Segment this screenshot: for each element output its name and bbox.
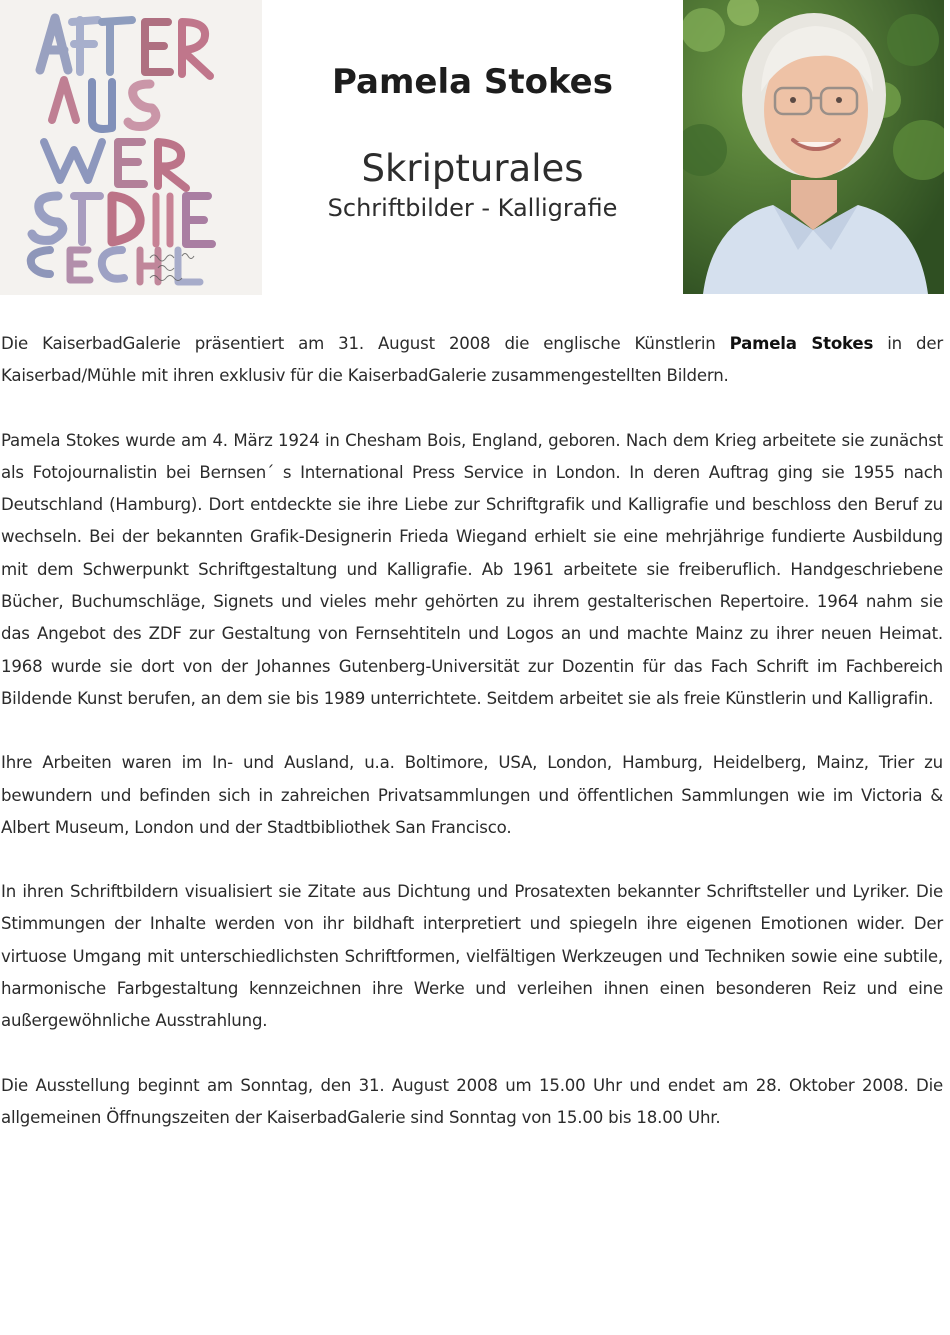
- calligraphy-artwork-image: [0, 0, 262, 295]
- artist-name-heading: Pamela Stokes: [332, 62, 613, 102]
- title-block: [275, 52, 670, 224]
- article-body: [1, 328, 943, 1134]
- artist-portrait-photo: [683, 0, 944, 294]
- paragraph-opening-hours: Die Ausstellung beginnt am Sonntag, den 31. August 2008 um 15.00 Uhr und endet am 28. Oktober 2008. Die allgemeinen Öffnungszeiten der KaiserbadGalerie sind Sonntag von 15.00 bis 18.00 Uhr.: [1, 1075, 943, 1127]
- paragraph-artwork-description: In ihren Schriftbildern visualisiert sie Zitate aus Dichtung und Prosatexten bekannter Schriftsteller und Lyriker. Die Stimmungen der Inhalte werden von ihr bildhaft interpretiert und spiegeln ihre eigenen Emotionen wider. Der virtuose Umgang mit unterschiedlichsten Schriftformen, vielfältigen Werkzeugen und Techniken sowie eine subtile, harmonische Farbgestaltung kennzeichnen ihre Werke und verleihen ihnen einen besonderen Reiz und eine außergewöhnliche Ausstrahlung.: [1, 882, 943, 1031]
- exhibition-title: Skripturales: [361, 147, 584, 190]
- paragraph-biography: Pamela Stokes wurde am 4. März 1924 in Chesham Bois, England, geboren. Nach dem Krieg arbeitete sie zunächst als Fotojournalistin bei Bernsen´ s International Press Service in London. In deren Auftrag ging sie 1955 nach Deutschland (Hamburg). Dort entdeckte sie ihre Liebe zur Schriftgrafik und Kalligrafie und beschloss den Beruf zu wechseln. Bei der bekannten Grafik-Designerin Frieda Wiegand erhielt sie eine mehrjährige fundierte Ausbildung mit dem Schwerpunkt Schriftgestaltung und Kalligrafie. Ab 1961 arbeitete sie freiberuflich. Handgeschriebene Bücher, Buchumschläge, Signets und vieles mehr gehörten zu ihrem gestalterischen Repertoire. 1964 nahm sie das Angebot des ZDF zur Gestaltung von Fernsehtiteln und Logos an und machte Mainz zu ihrer neuen Heimat. 1968 wurde sie dort von der Johannes Gutenberg-Universität zur Dozentin für das Fach Schrift im Fachbereich Bildende Kunst berufen, an dem sie bis 1989 unterrichtete. Seitdem arbeitet sie als freie Künstlerin und Kalligrafin.: [1, 430, 943, 708]
- paragraph-intro: Die KaiserbadGalerie präsentiert am 31. August 2008 die englische Künstlerin Pamela Stokes in der Kaiserbad/Mühle mit ihren exklusiv für die KaiserbadGalerie zusammengestellten Bildern.: [1, 334, 943, 386]
- artist-portrait-icon: [683, 0, 944, 294]
- paragraph-exhibitions: Ihre Arbeiten waren im In- und Ausland, u.a. Boltimore, USA, London, Hamburg, Heidelberg, Mainz, Trier zu bewundern und befinden sich in zahreichen Privatsammlungen und öffentlichen Sammlungen wie im Victoria & Albert Museum, London und der Stadtbibliothek San Francisco.: [1, 753, 943, 837]
- artist-name-bold: Pamela Stokes: [729, 334, 874, 353]
- calligraphy-artwork-icon: [0, 0, 262, 295]
- exhibition-subtitle: Schriftbilder - Kalligrafie: [327, 194, 618, 222]
